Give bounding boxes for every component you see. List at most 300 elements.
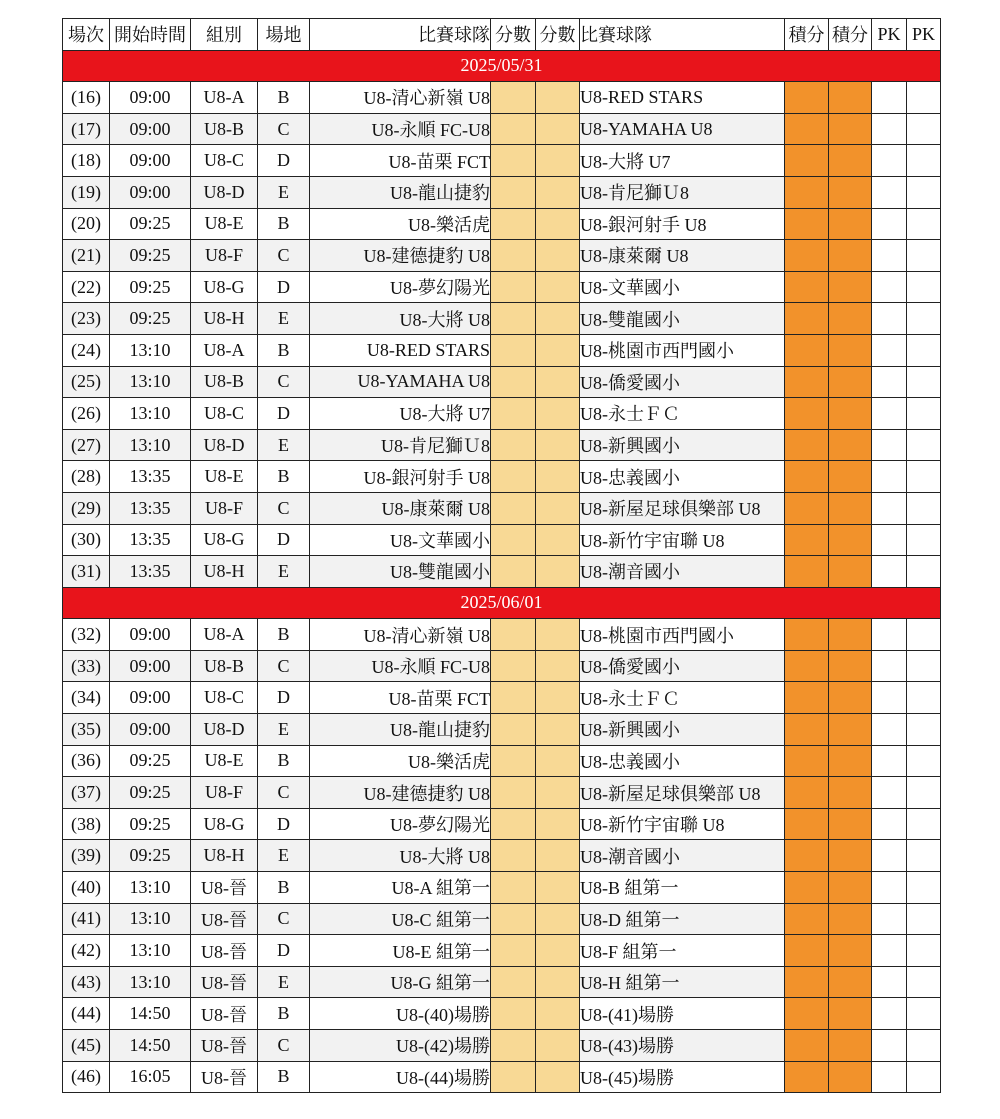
home-team: U8-永順 FC-U8 — [310, 113, 491, 145]
home-score-cell — [491, 556, 536, 588]
away-pk-cell — [907, 808, 941, 840]
away-team: U8-YAMAHA U8 — [580, 113, 785, 145]
home-pk-cell — [872, 303, 907, 335]
away-team: U8-B 組第一 — [580, 872, 785, 904]
away-points-cell — [829, 429, 872, 461]
home-team: U8-建德捷豹 U8 — [310, 777, 491, 809]
match-number: (36) — [63, 745, 110, 777]
start-time: 13:10 — [110, 935, 191, 967]
away-pk-cell — [907, 145, 941, 177]
header-away-pk: PK — [907, 19, 941, 51]
group: U8-E — [191, 461, 258, 493]
away-pk-cell — [907, 872, 941, 904]
match-row — [63, 872, 941, 904]
home-points-cell — [785, 682, 829, 714]
away-pk-cell — [907, 1061, 941, 1093]
home-points-cell — [785, 1061, 829, 1093]
away-points-cell — [829, 840, 872, 872]
match-number: (24) — [63, 334, 110, 366]
away-pk-cell — [907, 524, 941, 556]
away-points-cell — [829, 240, 872, 272]
away-pk-cell — [907, 271, 941, 303]
group: U8-H — [191, 556, 258, 588]
home-points-cell — [785, 113, 829, 145]
home-score-cell — [491, 966, 536, 998]
field: D — [258, 808, 310, 840]
home-team: U8-清心新嶺 U8 — [310, 619, 491, 651]
away-pk-cell — [907, 82, 941, 114]
start-time: 09:00 — [110, 145, 191, 177]
match-row — [63, 935, 941, 967]
home-pk-cell — [872, 714, 907, 746]
away-score-cell — [536, 777, 580, 809]
group: U8-A — [191, 619, 258, 651]
group: U8-B — [191, 113, 258, 145]
home-team: U8-樂活虎 — [310, 208, 491, 240]
home-pk-cell — [872, 145, 907, 177]
away-points-cell — [829, 334, 872, 366]
home-team: U8-龍山捷豹 — [310, 714, 491, 746]
home-points-cell — [785, 334, 829, 366]
field: C — [258, 650, 310, 682]
away-team: U8-僑愛國小 — [580, 650, 785, 682]
away-score-cell — [536, 429, 580, 461]
date-row — [63, 50, 941, 82]
away-pk-cell — [907, 240, 941, 272]
away-pk-cell — [907, 334, 941, 366]
match-number: (18) — [63, 145, 110, 177]
away-team: U8-文華國小 — [580, 271, 785, 303]
away-team: U8-忠義國小 — [580, 745, 785, 777]
match-row — [63, 777, 941, 809]
match-row — [63, 145, 941, 177]
home-points-cell — [785, 176, 829, 208]
match-row — [63, 82, 941, 114]
match-number: (22) — [63, 271, 110, 303]
group: U8-C — [191, 682, 258, 714]
away-pk-cell — [907, 840, 941, 872]
home-points-cell — [785, 777, 829, 809]
start-time: 13:35 — [110, 556, 191, 588]
match-row — [63, 682, 941, 714]
away-points-cell — [829, 1061, 872, 1093]
date-row — [63, 587, 941, 619]
group: U8-H — [191, 840, 258, 872]
group: U8-晉 — [191, 872, 258, 904]
home-pk-cell — [872, 271, 907, 303]
home-points-cell — [785, 398, 829, 430]
date-label: 2025/05/31 — [63, 50, 941, 82]
home-points-cell — [785, 650, 829, 682]
group: U8-A — [191, 334, 258, 366]
away-score-cell — [536, 176, 580, 208]
header-group: 組別 — [191, 19, 258, 51]
home-points-cell — [785, 935, 829, 967]
home-points-cell — [785, 872, 829, 904]
away-score-cell — [536, 240, 580, 272]
match-number: (17) — [63, 113, 110, 145]
away-score-cell — [536, 113, 580, 145]
home-points-cell — [785, 208, 829, 240]
match-number: (29) — [63, 492, 110, 524]
field: B — [258, 208, 310, 240]
start-time: 09:25 — [110, 240, 191, 272]
match-number: (39) — [63, 840, 110, 872]
home-pk-cell — [872, 777, 907, 809]
field: D — [258, 524, 310, 556]
home-points-cell — [785, 714, 829, 746]
away-points-cell — [829, 524, 872, 556]
start-time: 13:10 — [110, 903, 191, 935]
match-row — [63, 240, 941, 272]
home-points-cell — [785, 492, 829, 524]
group: U8-晉 — [191, 966, 258, 998]
away-pk-cell — [907, 935, 941, 967]
away-points-cell — [829, 398, 872, 430]
away-pk-cell — [907, 619, 941, 651]
field: B — [258, 82, 310, 114]
away-team: U8-(43)場勝 — [580, 1030, 785, 1062]
away-score-cell — [536, 556, 580, 588]
match-number: (35) — [63, 714, 110, 746]
home-pk-cell — [872, 619, 907, 651]
match-row — [63, 492, 941, 524]
match-number: (42) — [63, 935, 110, 967]
away-points-cell — [829, 619, 872, 651]
start-time: 13:10 — [110, 872, 191, 904]
start-time: 13:35 — [110, 492, 191, 524]
match-row — [63, 903, 941, 935]
away-team: U8-永士ＦＣ — [580, 682, 785, 714]
field: E — [258, 556, 310, 588]
home-score-cell — [491, 208, 536, 240]
group: U8-晉 — [191, 1061, 258, 1093]
field: C — [258, 113, 310, 145]
away-team: U8-銀河射手 U8 — [580, 208, 785, 240]
away-points-cell — [829, 872, 872, 904]
home-pk-cell — [872, 492, 907, 524]
field: D — [258, 682, 310, 714]
home-score-cell — [491, 840, 536, 872]
away-team: U8-新竹宇宙聯 U8 — [580, 808, 785, 840]
home-pk-cell — [872, 176, 907, 208]
home-pk-cell — [872, 524, 907, 556]
home-points-cell — [785, 619, 829, 651]
away-team: U8-僑愛國小 — [580, 366, 785, 398]
away-team: U8-桃園市西門國小 — [580, 334, 785, 366]
match-number: (33) — [63, 650, 110, 682]
field: E — [258, 176, 310, 208]
match-row — [63, 840, 941, 872]
away-score-cell — [536, 745, 580, 777]
home-pk-cell — [872, 82, 907, 114]
group: U8-D — [191, 714, 258, 746]
start-time: 13:35 — [110, 461, 191, 493]
home-team: U8-E 組第一 — [310, 935, 491, 967]
group: U8-B — [191, 366, 258, 398]
home-team: U8-(42)場勝 — [310, 1030, 491, 1062]
match-row — [63, 366, 941, 398]
match-row — [63, 745, 941, 777]
away-score-cell — [536, 966, 580, 998]
away-team: U8-潮音國小 — [580, 556, 785, 588]
start-time: 09:25 — [110, 840, 191, 872]
home-score-cell — [491, 524, 536, 556]
start-time: 09:00 — [110, 682, 191, 714]
field: D — [258, 935, 310, 967]
match-number: (45) — [63, 1030, 110, 1062]
group: U8-G — [191, 808, 258, 840]
match-row — [63, 429, 941, 461]
start-time: 09:25 — [110, 303, 191, 335]
away-points-cell — [829, 1030, 872, 1062]
away-points-cell — [829, 966, 872, 998]
home-points-cell — [785, 556, 829, 588]
away-team: U8-雙龍國小 — [580, 303, 785, 335]
away-pk-cell — [907, 1030, 941, 1062]
away-pk-cell — [907, 398, 941, 430]
home-pk-cell — [872, 240, 907, 272]
match-schedule-table — [62, 18, 941, 1093]
away-score-cell — [536, 271, 580, 303]
away-points-cell — [829, 113, 872, 145]
home-score-cell — [491, 113, 536, 145]
field: E — [258, 303, 310, 335]
home-score-cell — [491, 398, 536, 430]
away-points-cell — [829, 271, 872, 303]
away-team: U8-新興國小 — [580, 714, 785, 746]
group: U8-晉 — [191, 903, 258, 935]
home-points-cell — [785, 461, 829, 493]
home-score-cell — [491, 334, 536, 366]
match-row — [63, 176, 941, 208]
group: U8-F — [191, 492, 258, 524]
away-points-cell — [829, 903, 872, 935]
group: U8-E — [191, 208, 258, 240]
group: U8-D — [191, 429, 258, 461]
away-points-cell — [829, 808, 872, 840]
match-row — [63, 208, 941, 240]
home-score-cell — [491, 461, 536, 493]
header-home-score: 分數 — [491, 19, 536, 51]
away-score-cell — [536, 303, 580, 335]
home-score-cell — [491, 82, 536, 114]
match-number: (37) — [63, 777, 110, 809]
home-team: U8-康萊爾 U8 — [310, 492, 491, 524]
header-field: 場地 — [258, 19, 310, 51]
away-team: U8-新屋足球俱樂部 U8 — [580, 492, 785, 524]
home-pk-cell — [872, 208, 907, 240]
group: U8-F — [191, 240, 258, 272]
away-points-cell — [829, 556, 872, 588]
home-score-cell — [491, 808, 536, 840]
match-row — [63, 461, 941, 493]
home-points-cell — [785, 271, 829, 303]
match-number: (32) — [63, 619, 110, 651]
match-number: (44) — [63, 998, 110, 1030]
group: U8-B — [191, 650, 258, 682]
match-number: (46) — [63, 1061, 110, 1093]
away-score-cell — [536, 398, 580, 430]
home-points-cell — [785, 903, 829, 935]
home-team: U8-永順 FC-U8 — [310, 650, 491, 682]
away-pk-cell — [907, 492, 941, 524]
home-pk-cell — [872, 398, 907, 430]
home-pk-cell — [872, 966, 907, 998]
date-label: 2025/06/01 — [63, 587, 941, 619]
home-points-cell — [785, 82, 829, 114]
away-team: U8-新竹宇宙聯 U8 — [580, 524, 785, 556]
match-row — [63, 398, 941, 430]
header-start-time: 開始時間 — [110, 19, 191, 51]
field: D — [258, 271, 310, 303]
home-score-cell — [491, 492, 536, 524]
start-time: 09:00 — [110, 82, 191, 114]
away-team: U8-大將 U7 — [580, 145, 785, 177]
home-score-cell — [491, 366, 536, 398]
away-team: U8-新興國小 — [580, 429, 785, 461]
away-score-cell — [536, 145, 580, 177]
home-pk-cell — [872, 1061, 907, 1093]
home-points-cell — [785, 1030, 829, 1062]
start-time: 09:25 — [110, 208, 191, 240]
home-points-cell — [785, 240, 829, 272]
home-score-cell — [491, 145, 536, 177]
home-team: U8-YAMAHA U8 — [310, 366, 491, 398]
home-team: U8-C 組第一 — [310, 903, 491, 935]
away-pk-cell — [907, 556, 941, 588]
home-score-cell — [491, 303, 536, 335]
home-team: U8-苗栗 FCT — [310, 682, 491, 714]
home-pk-cell — [872, 556, 907, 588]
start-time: 09:00 — [110, 714, 191, 746]
away-score-cell — [536, 872, 580, 904]
home-team: U8-雙龍國小 — [310, 556, 491, 588]
home-score-cell — [491, 998, 536, 1030]
start-time: 13:10 — [110, 398, 191, 430]
away-team: U8-忠義國小 — [580, 461, 785, 493]
group: U8-H — [191, 303, 258, 335]
home-pk-cell — [872, 903, 907, 935]
away-score-cell — [536, 998, 580, 1030]
field: B — [258, 334, 310, 366]
home-score-cell — [491, 745, 536, 777]
away-points-cell — [829, 998, 872, 1030]
away-team: U8-潮音國小 — [580, 840, 785, 872]
away-points-cell — [829, 366, 872, 398]
home-score-cell — [491, 176, 536, 208]
away-team: U8-F 組第一 — [580, 935, 785, 967]
start-time: 09:00 — [110, 619, 191, 651]
away-score-cell — [536, 903, 580, 935]
start-time: 09:00 — [110, 650, 191, 682]
home-team: U8-清心新嶺 U8 — [310, 82, 491, 114]
away-points-cell — [829, 82, 872, 114]
home-points-cell — [785, 429, 829, 461]
match-row — [63, 966, 941, 998]
away-points-cell — [829, 682, 872, 714]
start-time: 14:50 — [110, 998, 191, 1030]
group: U8-晉 — [191, 1030, 258, 1062]
home-points-cell — [785, 303, 829, 335]
home-team: U8-建德捷豹 U8 — [310, 240, 491, 272]
home-score-cell — [491, 429, 536, 461]
field: D — [258, 145, 310, 177]
away-points-cell — [829, 461, 872, 493]
away-points-cell — [829, 650, 872, 682]
home-team: U8-夢幻陽光 — [310, 271, 491, 303]
match-row — [63, 1030, 941, 1062]
away-points-cell — [829, 935, 872, 967]
match-number: (28) — [63, 461, 110, 493]
home-score-cell — [491, 650, 536, 682]
field: B — [258, 745, 310, 777]
away-pk-cell — [907, 461, 941, 493]
away-score-cell — [536, 524, 580, 556]
match-number: (25) — [63, 366, 110, 398]
field: C — [258, 366, 310, 398]
home-team: U8-銀河射手 U8 — [310, 461, 491, 493]
start-time: 09:25 — [110, 808, 191, 840]
away-score-cell — [536, 366, 580, 398]
away-pk-cell — [907, 714, 941, 746]
start-time: 13:10 — [110, 966, 191, 998]
match-row — [63, 650, 941, 682]
away-points-cell — [829, 777, 872, 809]
match-number: (31) — [63, 556, 110, 588]
home-pk-cell — [872, 334, 907, 366]
start-time: 09:00 — [110, 176, 191, 208]
home-team: U8-大將 U8 — [310, 303, 491, 335]
match-number: (41) — [63, 903, 110, 935]
away-team: U8-D 組第一 — [580, 903, 785, 935]
home-pk-cell — [872, 998, 907, 1030]
match-row — [63, 714, 941, 746]
away-score-cell — [536, 1061, 580, 1093]
group: U8-A — [191, 82, 258, 114]
home-pk-cell — [872, 872, 907, 904]
field: C — [258, 1030, 310, 1062]
home-score-cell — [491, 240, 536, 272]
group: U8-F — [191, 777, 258, 809]
start-time: 09:00 — [110, 113, 191, 145]
away-score-cell — [536, 334, 580, 366]
home-team: U8-龍山捷豹 — [310, 176, 491, 208]
home-score-cell — [491, 872, 536, 904]
header-away-score: 分數 — [536, 19, 580, 51]
home-pk-cell — [872, 1030, 907, 1062]
match-number: (20) — [63, 208, 110, 240]
field: B — [258, 619, 310, 651]
header-home-pk: PK — [872, 19, 907, 51]
home-score-cell — [491, 935, 536, 967]
away-points-cell — [829, 145, 872, 177]
home-team: U8-文華國小 — [310, 524, 491, 556]
home-team: U8-A 組第一 — [310, 872, 491, 904]
group: U8-G — [191, 271, 258, 303]
match-number: (16) — [63, 82, 110, 114]
away-score-cell — [536, 619, 580, 651]
field: B — [258, 998, 310, 1030]
away-pk-cell — [907, 777, 941, 809]
match-number: (38) — [63, 808, 110, 840]
header-row — [63, 19, 941, 51]
group: U8-C — [191, 145, 258, 177]
home-points-cell — [785, 998, 829, 1030]
header-away-points: 積分 — [829, 19, 872, 51]
schedule-body — [63, 50, 941, 1093]
header-away-team: 比賽球隊 — [580, 19, 785, 51]
